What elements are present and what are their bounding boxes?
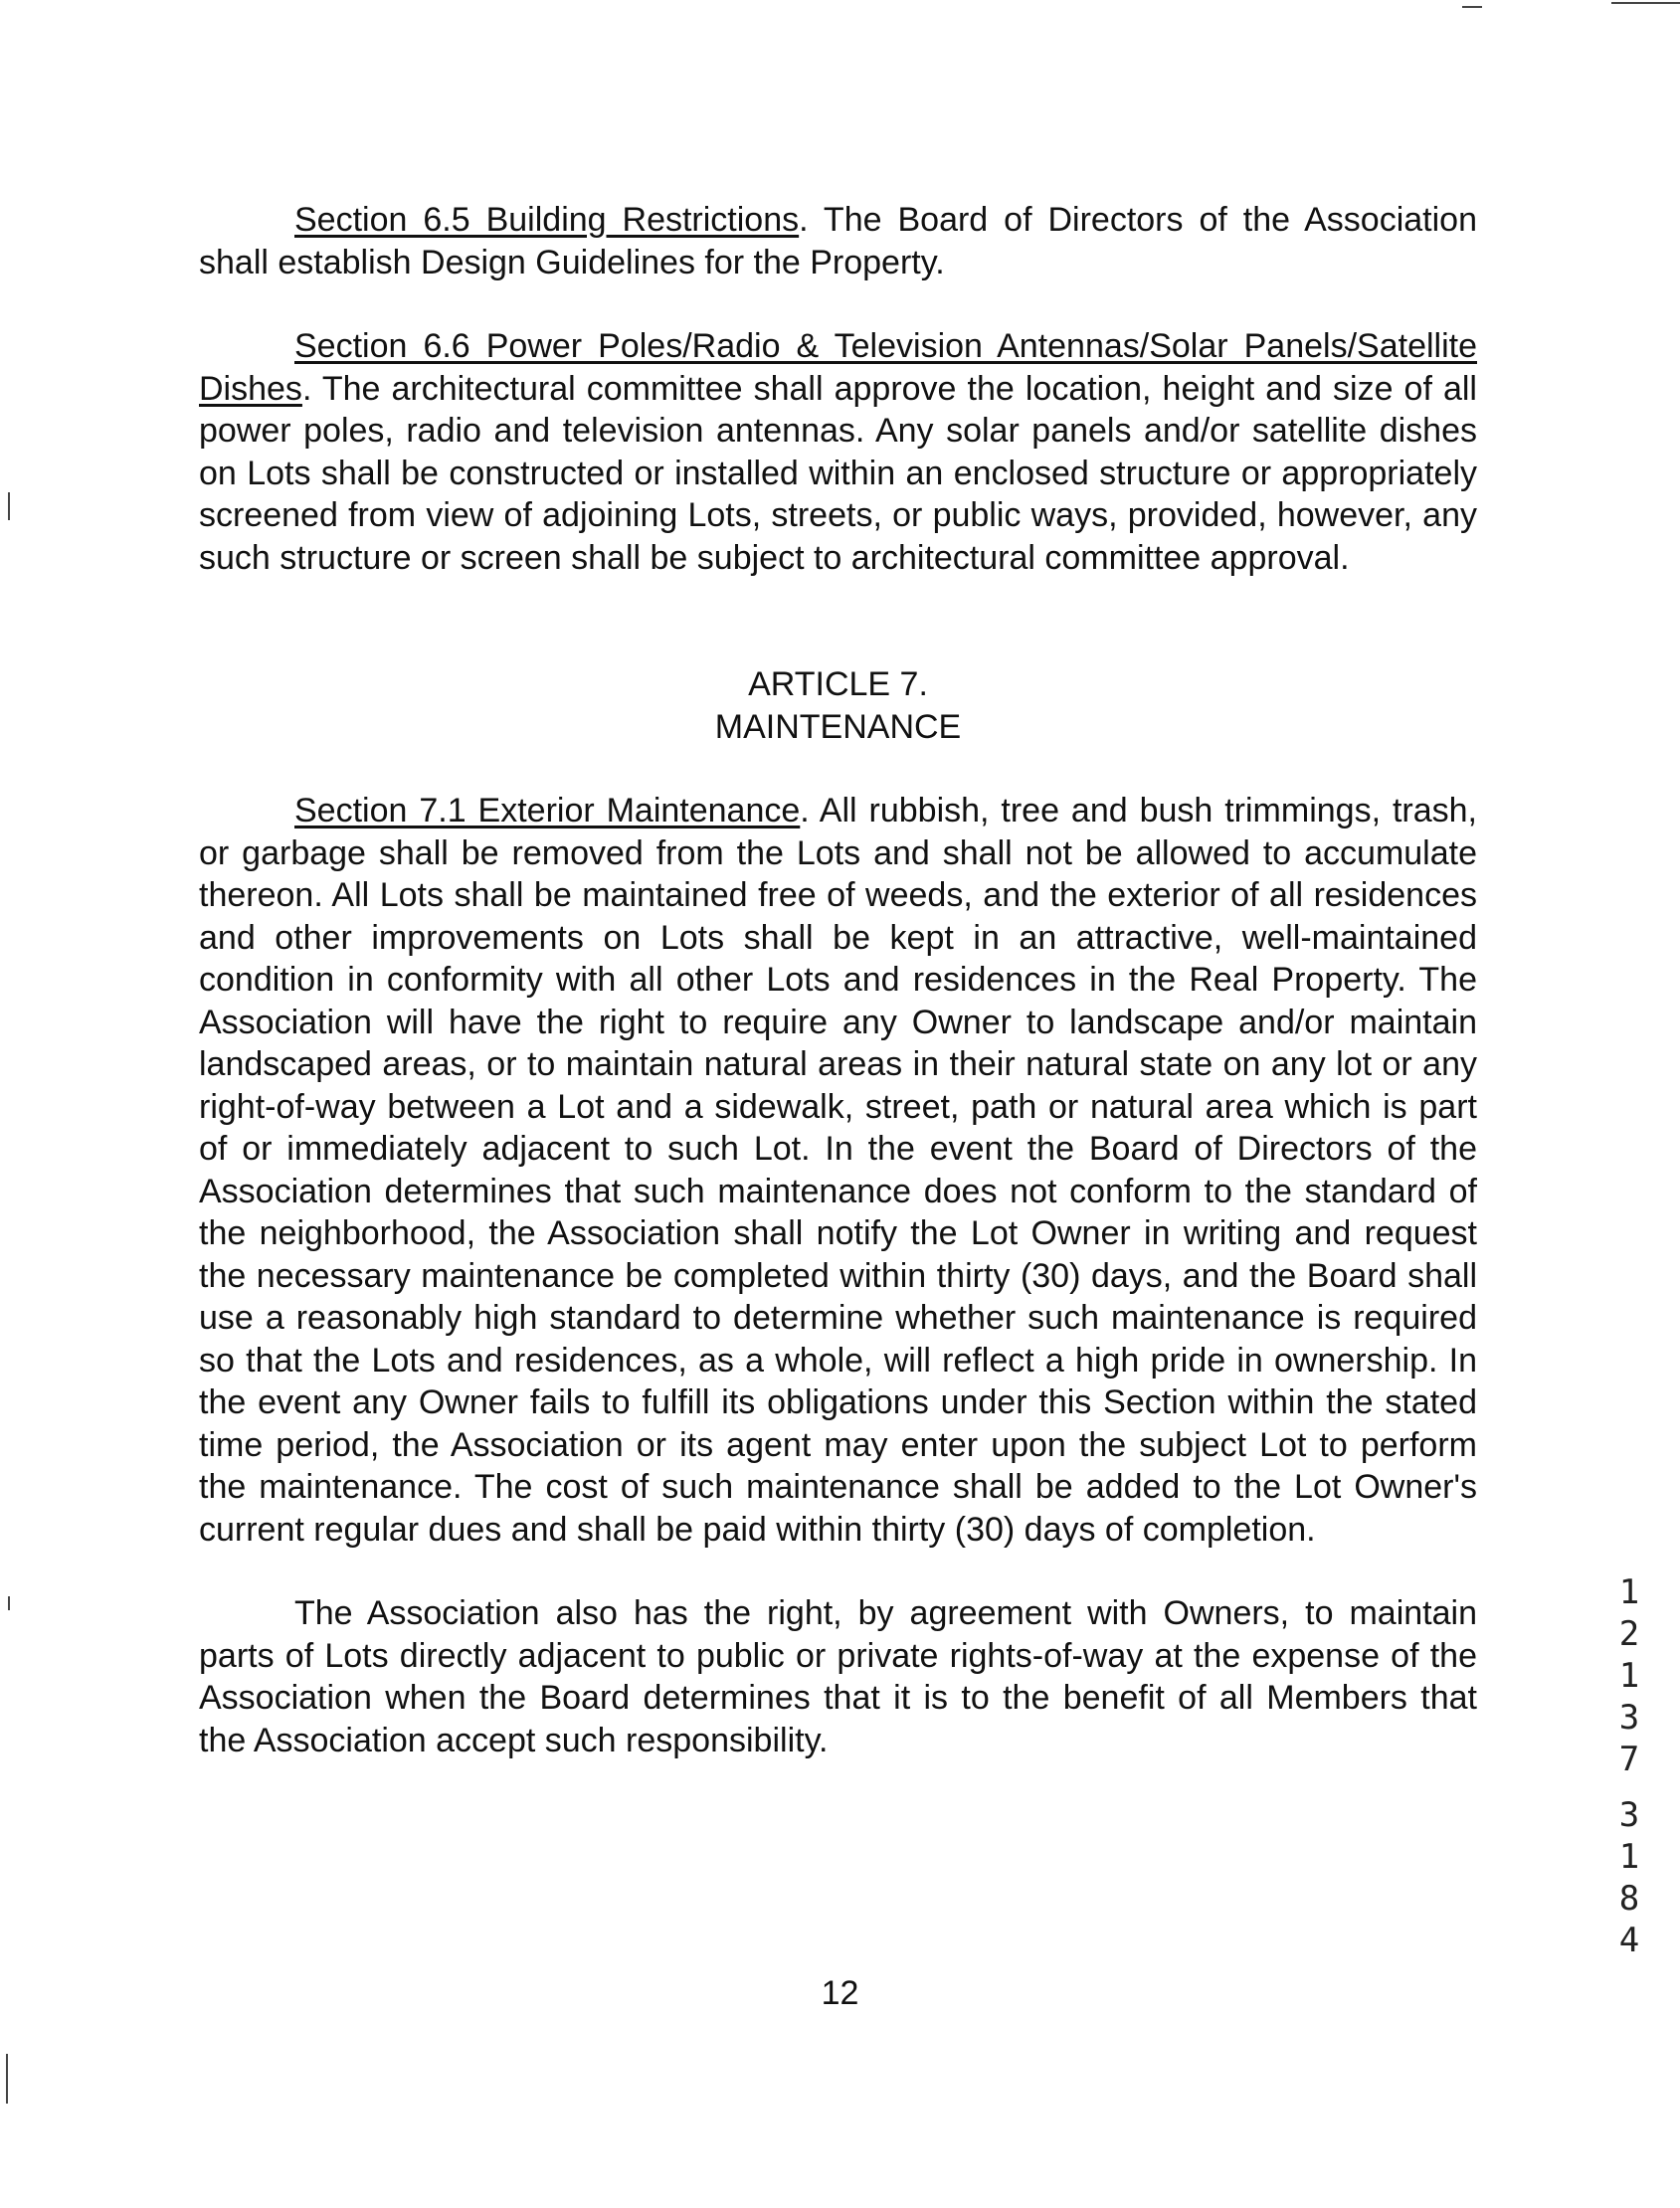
document-body bbox=[199, 199, 1477, 1761]
section-6-5-text: . The Board of Directors of the Association shall establish Design Guidelines for the Property. bbox=[199, 201, 1477, 281]
page-number: 12 bbox=[821, 1974, 859, 2012]
section-7-1-text: . All rubbish, tree and bush trimmings, trash, or garbage shall be removed from the Lots and shall not be allowed to accumulate thereon. All Lots shall be maintained free of weeds, and the exterior of all residences and other improvements on Lots shall be kept in an attractive, well-maintained condition in conformity with all other Lots and residences in the Real Property. The Association will have the right to require any Owner to landscape and/or maintain landscaped areas, or to maintain natural areas in their natural state on any lot or any right-of-way between a Lot and a sidewalk, street, path or natural area which is part of or immediately adjacent to such Lot. In the event the Board of Directors of the Association determines that such maintenance does not conform to the standard of the neighborhood, the Association shall notify the Lot Owner in writing and request the necessary maintenance be completed within thirty (30) days, and the Board shall use a reasonably high standard to determine whether such maintenance is required so that the Lots and residences, as a whole, will reflect a high pride in ownership. In the event any Owner fails to fulfill its obligations under this Section within the stated time period, the Association or its agent may enter upon the subject Lot to perform the maintenance. The cost of such maintenance shall be added to the Lot Owner's current regular dues and shall be paid within thirty (30) days of completion. bbox=[199, 792, 1477, 1549]
section-6-5-paragraph bbox=[199, 199, 1477, 283]
scan-mark bbox=[1462, 6, 1482, 8]
stamp-digit: 4 bbox=[1618, 1921, 1640, 1960]
scan-mark bbox=[8, 1596, 10, 1610]
section-6-6-text: . The architectural committee shall approve the location, height and size of all power poles, radio and television antennas. Any solar panels and/or satellite dishes on Lots shall be constructed or installed within an enclosed structure or appropriately screened from view of adjoining Lots, streets, or public ways, provided, however, any such structure or screen shall be subject to architectural committee approval. bbox=[199, 369, 1477, 577]
section-7-1-paragraph bbox=[199, 790, 1477, 1551]
association-right-paragraph: The Association also has the right, by agreement with Owners, to maintain parts of Lots directly adjacent to public or private rights-of-way at the expense of the Association when the Board determines that it is to the benefit of all Members that the Association accept such responsibility. bbox=[199, 1594, 1477, 1759]
section-6-6-paragraph bbox=[199, 325, 1477, 579]
article-title: MAINTENANCE bbox=[714, 707, 962, 746]
stamp-digit: 3 bbox=[1618, 1698, 1640, 1738]
stamp-digit: 1 bbox=[1618, 1572, 1640, 1612]
stamp-digit: 8 bbox=[1618, 1879, 1640, 1919]
margin-recording-stamp bbox=[1609, 1571, 1649, 1961]
scan-mark bbox=[8, 492, 10, 520]
stamp-digit: 1 bbox=[1618, 1837, 1640, 1877]
stamp-digit: 2 bbox=[1618, 1614, 1640, 1654]
section-7-1-heading: Section 7.1 Exterior Maintenance bbox=[294, 792, 801, 829]
stamp-digit: 3 bbox=[1618, 1795, 1640, 1835]
stamp-digit: 1 bbox=[1618, 1656, 1640, 1696]
section-6-5-heading: Section 6.5 Building Restrictions bbox=[294, 201, 800, 239]
stamp-digit: 7 bbox=[1618, 1740, 1640, 1779]
scan-mark bbox=[6, 2054, 8, 2104]
section-6-6-heading: Section 6.6 Power Poles/Radio & Television Antennas/Solar Panels/Satellite Dishes bbox=[199, 327, 1477, 408]
scan-mark bbox=[1611, 2, 1680, 4]
article-number: ARTICLE 7. bbox=[748, 665, 928, 703]
